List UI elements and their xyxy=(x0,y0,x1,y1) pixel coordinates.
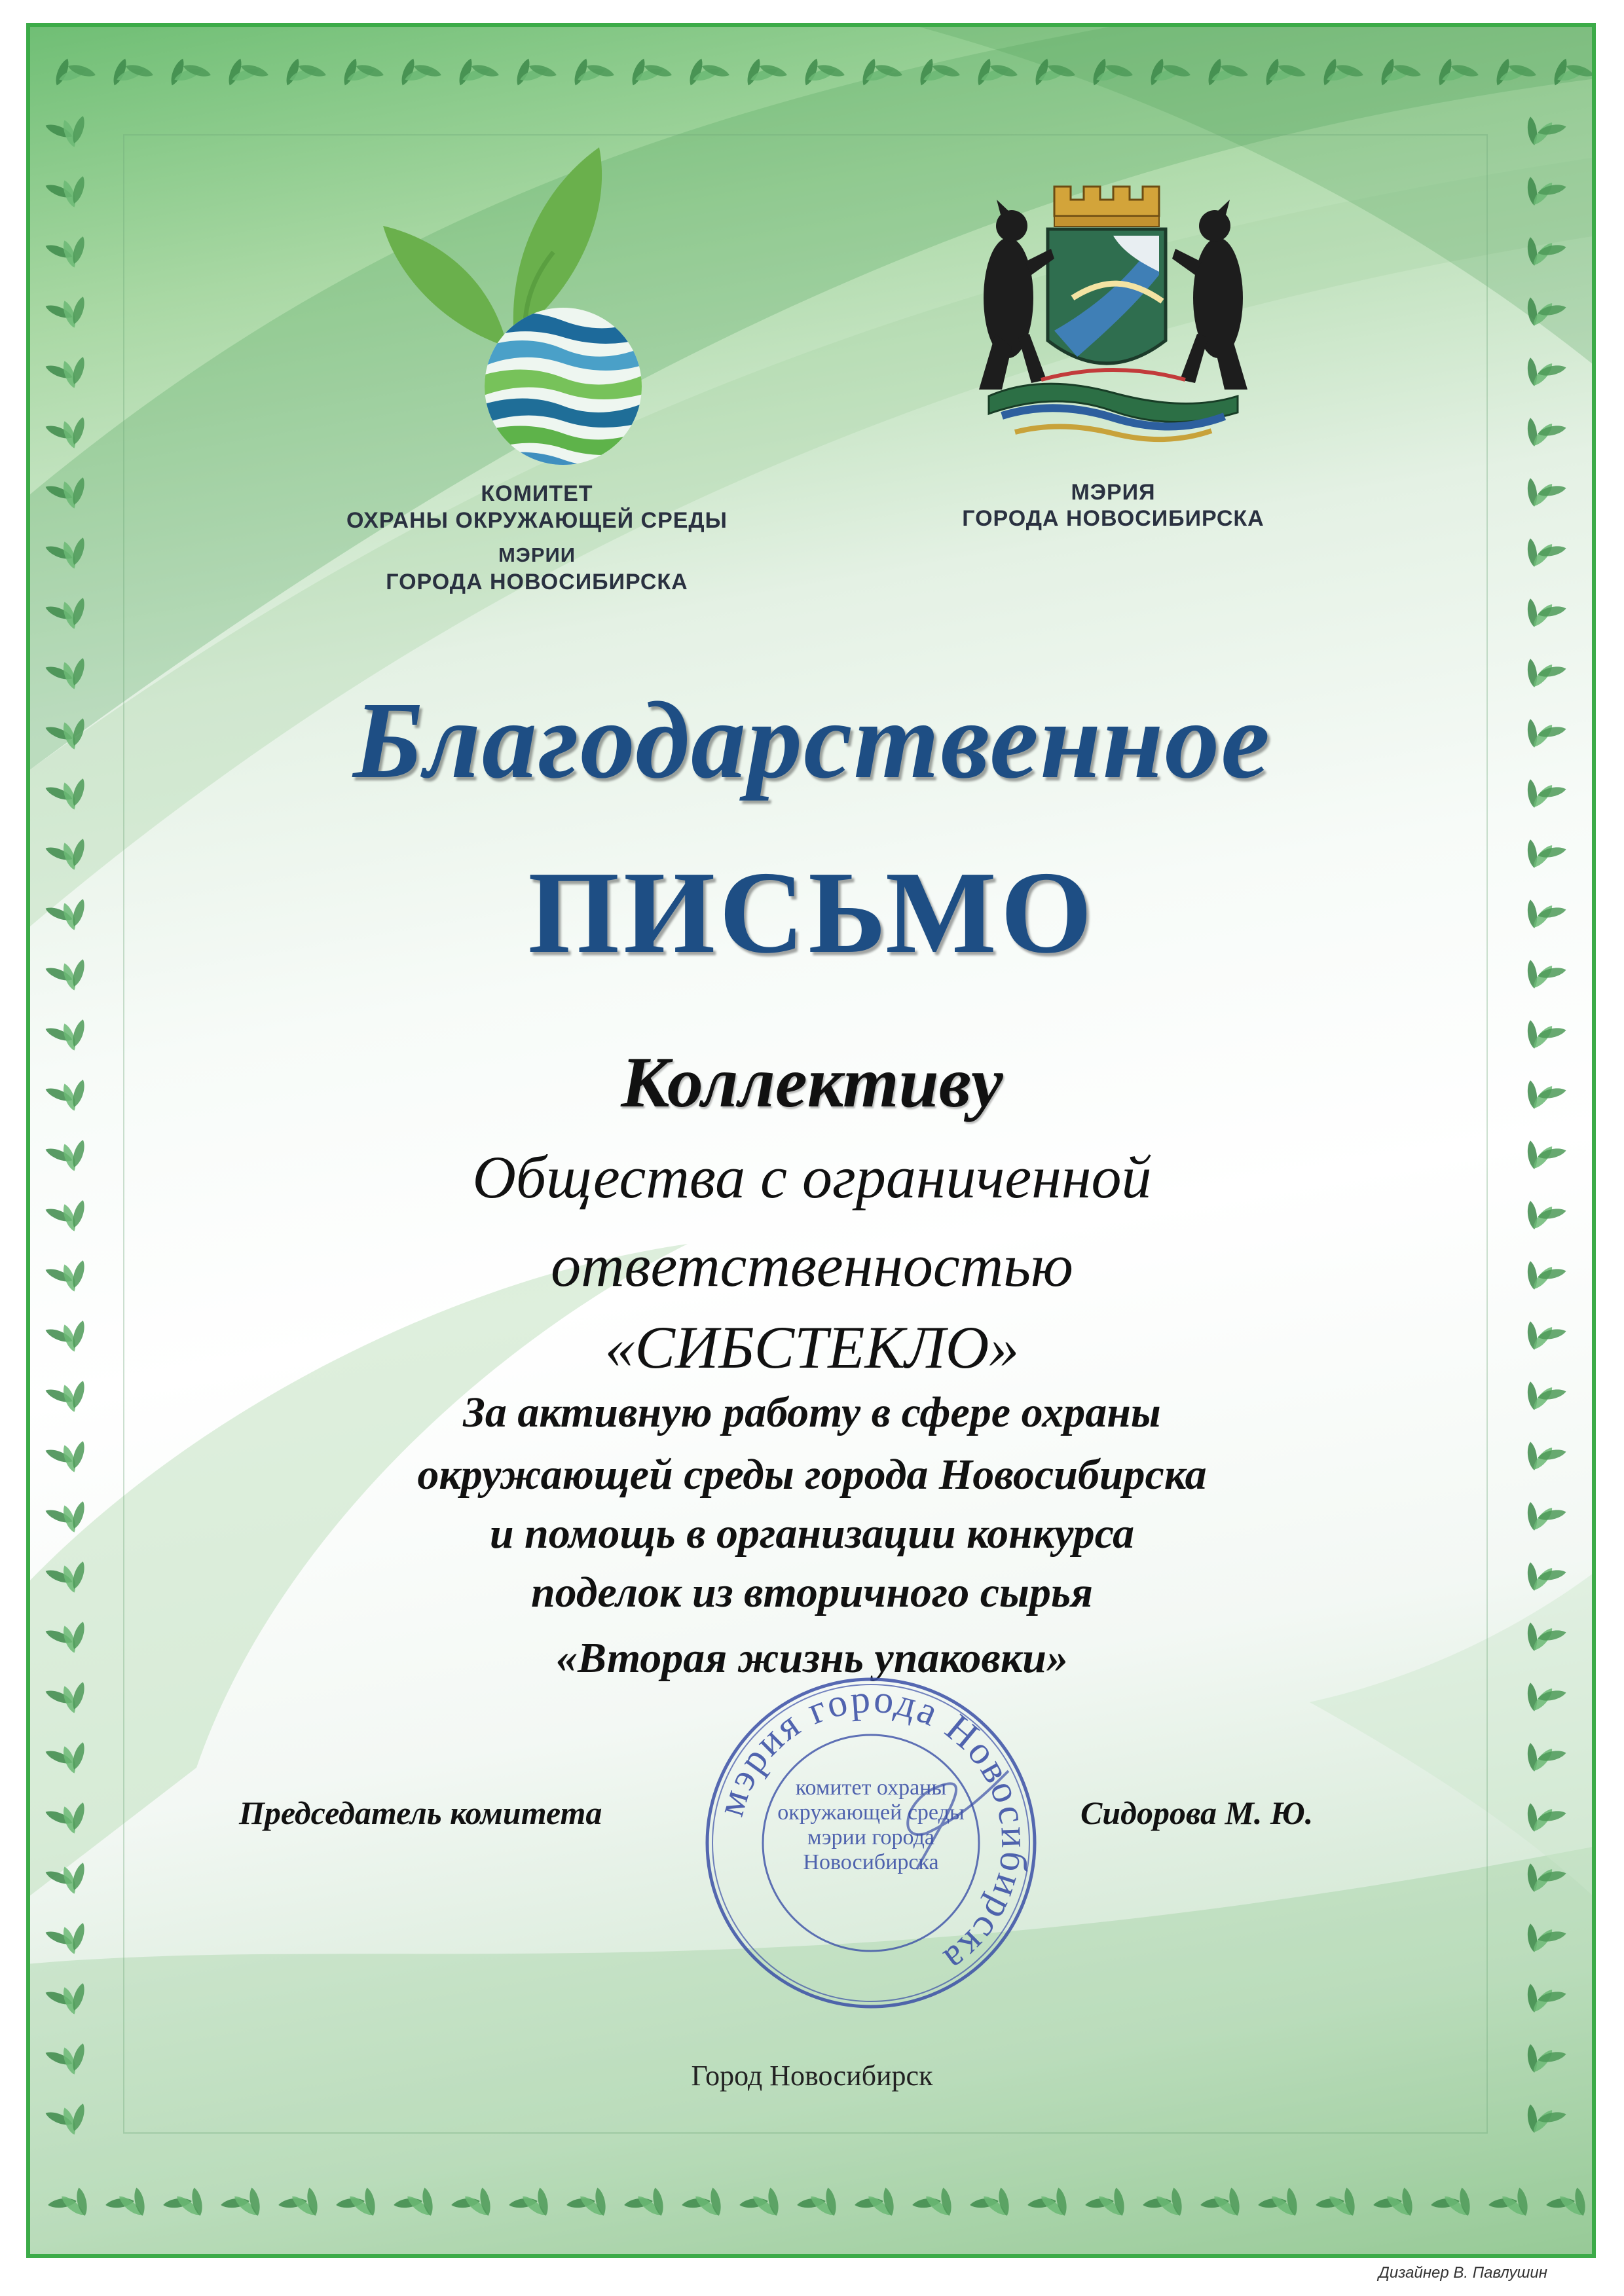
stamp-outer-text: мэрия города Новосибирска xyxy=(708,1677,1037,1983)
title-line1: Благодарственное xyxy=(352,680,1271,801)
stamp-center-line3: мэрии города xyxy=(807,1825,934,1850)
footer-city: Город Новосибирск xyxy=(691,2060,933,2092)
reason-line5: «Вторая жизнь упаковки» xyxy=(556,1634,1068,1682)
stamp-center-line4: Новосибирска xyxy=(803,1850,939,1874)
recipient-org-line3: «СИБСТЕКЛО» xyxy=(604,1314,1020,1381)
committee-logo xyxy=(367,141,668,468)
recipient-org-line1: Общества с ограниченной xyxy=(472,1144,1152,1211)
recipient-org-line2: ответственностью xyxy=(551,1232,1073,1299)
committee-name-line1: КОМИТЕТ xyxy=(481,481,593,506)
signature-position: Председатель комитета xyxy=(239,1795,602,1831)
stamp-center-text xyxy=(766,1776,976,1875)
designer-credit: Дизайнер В. Павлушин xyxy=(1378,2264,1547,2282)
title-line2: ПИСЬМО xyxy=(528,847,1096,977)
reason-line1: За активную работу в сфере охраны xyxy=(463,1389,1161,1436)
reason-line3: и помощь в организации конкурса xyxy=(489,1510,1135,1558)
mayoralty-name-line1: МЭРИЯ xyxy=(1071,480,1156,505)
committee-name-line4: ГОРОДА НОВОСИБИРСКА xyxy=(386,570,688,594)
recipient-heading: Коллективу xyxy=(621,1042,1003,1122)
reason-line4: поделок из вторичного сырья xyxy=(530,1569,1094,1616)
novosibirsk-coat-of-arms xyxy=(963,164,1264,471)
reason-line2: окружающей среды города Новосибирска xyxy=(417,1451,1207,1499)
mayoralty-name-line2: ГОРОДА НОВОСИБИРСКА xyxy=(962,506,1264,531)
committee-name-line2: ОХРАНЫ ОКРУЖАЮЩЕЙ СРЕДЫ xyxy=(346,508,728,533)
stamp-center-line1: комитет охраны xyxy=(795,1776,947,1800)
signature-name: Сидорова М. Ю. xyxy=(1080,1795,1314,1831)
committee-name-line3: МЭРИИ xyxy=(498,543,576,566)
stamp-center-line2: окружающей среды xyxy=(777,1800,965,1825)
